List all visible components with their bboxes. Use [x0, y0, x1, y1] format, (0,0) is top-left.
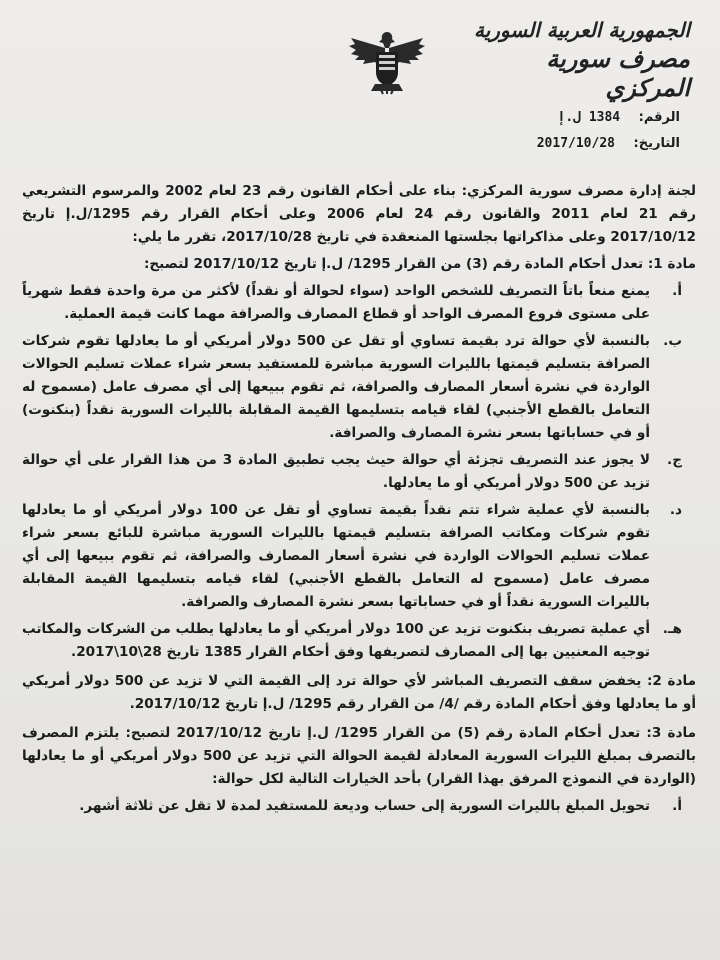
article-1-items [22, 280, 696, 664]
republic-name: الجمهورية العربية السورية [474, 18, 690, 42]
reference-number-label: الرقم: [638, 110, 680, 125]
reference-date-label: التاريخ: [633, 136, 680, 151]
article-3: مادة 3: تعدل أحكام المادة رقم (5) من القرار 1295/ ل.إ تاريخ 2017/10/12 لتصبح: يلتزم المصرف بالتصرف بمبلغ الليرات السورية المعادلة لقيمة الحوالة التي تزيد عن 500 دولار أمريكي أو ما يعادلها (الواردة في النموذج المرفق بهذا القرار) بأحد الخيارات التالية لكل حوالة: [22, 725, 696, 787]
preamble: لجنة إدارة مصرف سورية المركزي: بناء على أحكام القانون رقم 23 لعام 2002 والمرسوم التشريعي رقم 21 لعام 2011 والقانون رقم 24 لعام 2006 وعلى أحكام القرار رقم 1295/ل.إ تاريخ 2017/10/12 وعلى مذاكراتها بجلستها المنعقدة في تاريخ 2017/10/28، تقرر ما يلي: [22, 183, 697, 245]
list-item [22, 795, 696, 818]
item-marker: د. [669, 502, 682, 518]
item-text: بالنسبة لأي عملية شراء تتم نقداً بقيمة تساوي أو تقل عن 100 دولار أمريكي أو ما يعادلها تقوم شركات ومكاتب الصرافة بتسليم قيمتها بالليرات السورية مباشرة للبائع بسعر شراء عملات تسليم الحوالات الواردة في نشرة أسعار المصارف والصرافة، ثم تقوم ببيعها إلى أي مصرف عامل (مسموح له التعامل بالقطع الأجنبي) لقاء قيامه بتسليمها القيمة المقابلة بالليرات السورية نقداً أو في حساباتها بسعر نشرة المصارف والصرافة. [22, 502, 650, 610]
article-3-items [22, 795, 696, 818]
item-text: تحويل المبلغ بالليرات السورية إلى حساب وديعة للمستفيد لمدة لا تقل عن ثلاثة أشهر. [79, 798, 650, 814]
reference-date-value: 2017/10/28 [536, 136, 615, 151]
item-text: بالنسبة لأي حوالة ترد بقيمة تساوي أو تقل عن 500 دولار أمريكي أو ما يعادلها تقوم شركات الصرافة بتسليم قيمتها بالليرات السورية مباشرة للمستفيد بسعر شراء عملات تسليم الحوالات الواردة في نشرة أسعار المصارف والصرافة، ثم تقوم ببيعها إلى أي مصرف عامل (مسموح له التعامل بالقطع الأجنبي) لقاء قيامه بتسليمها القيمة المقابلة بالليرات السورية نقداً (بنكنوت) أو في حساباتها بسعر نشرة المصارف والصرافة. [22, 333, 651, 441]
letterhead [470, 18, 690, 102]
item-marker: أ. [672, 283, 682, 299]
reference-number-value: 1384 ل.إ [557, 110, 621, 125]
item-marker: أ. [672, 798, 682, 814]
item-text: يمنع منعاً باتاً التصريف للشخص الواحد (سواء لحوالة أو نقداً) لأكثر من مرة واحدة فقط شهرياً على مستوى فروع المصرف الواحد أو قطاع المصارف والصرافة مهما كانت قيمة العملية. [22, 283, 650, 322]
item-marker: ج. [667, 452, 682, 468]
list-item [22, 280, 696, 326]
list-item [22, 449, 696, 495]
decision-body [22, 180, 696, 822]
item-text: أي عملية تصريف بنكنوت تزيد عن 100 دولار أمريكي أو ما يعادلها يطلب من الشركات والمكاتب توجيه المعنيين بها إلى المصارف لتصريفها وفق أحكام القرار 1385 تاريخ 28\10\2017. [22, 621, 650, 660]
syrian-eagle-emblem-icon [345, 28, 429, 96]
reference-number [558, 110, 681, 125]
item-text: لا يجوز عند التصريف تجزئة أي حوالة حيث يجب تطبيق المادة 3 من هذا القرار على أي حوالة تزيد عن 500 دولار أمريكي أو ما يعادلها. [22, 452, 650, 491]
item-marker: هـ. [662, 621, 682, 637]
bank-name: مصرف سورية المركزي [546, 44, 690, 102]
article-2: مادة 2: يخفض سقف التصريف المباشر لأي حوالة ترد إلى القيمة التي لا تزيد عن 500 دولار أمريكي أو ما يعادلها وفق أحكام المادة رقم /4/ من القرار رقم 1295/ ل.إ تاريخ 2017/10/12. [22, 673, 696, 712]
list-item [22, 499, 696, 614]
list-item [22, 330, 696, 445]
reference-date [537, 136, 680, 151]
article-1-heading: مادة 1: تعدل أحكام المادة رقم (3) من القرار 1295/ ل.إ تاريخ 2017/10/12 لتصبح: [143, 256, 696, 272]
item-marker: ب. [663, 333, 682, 349]
list-item [22, 618, 696, 664]
